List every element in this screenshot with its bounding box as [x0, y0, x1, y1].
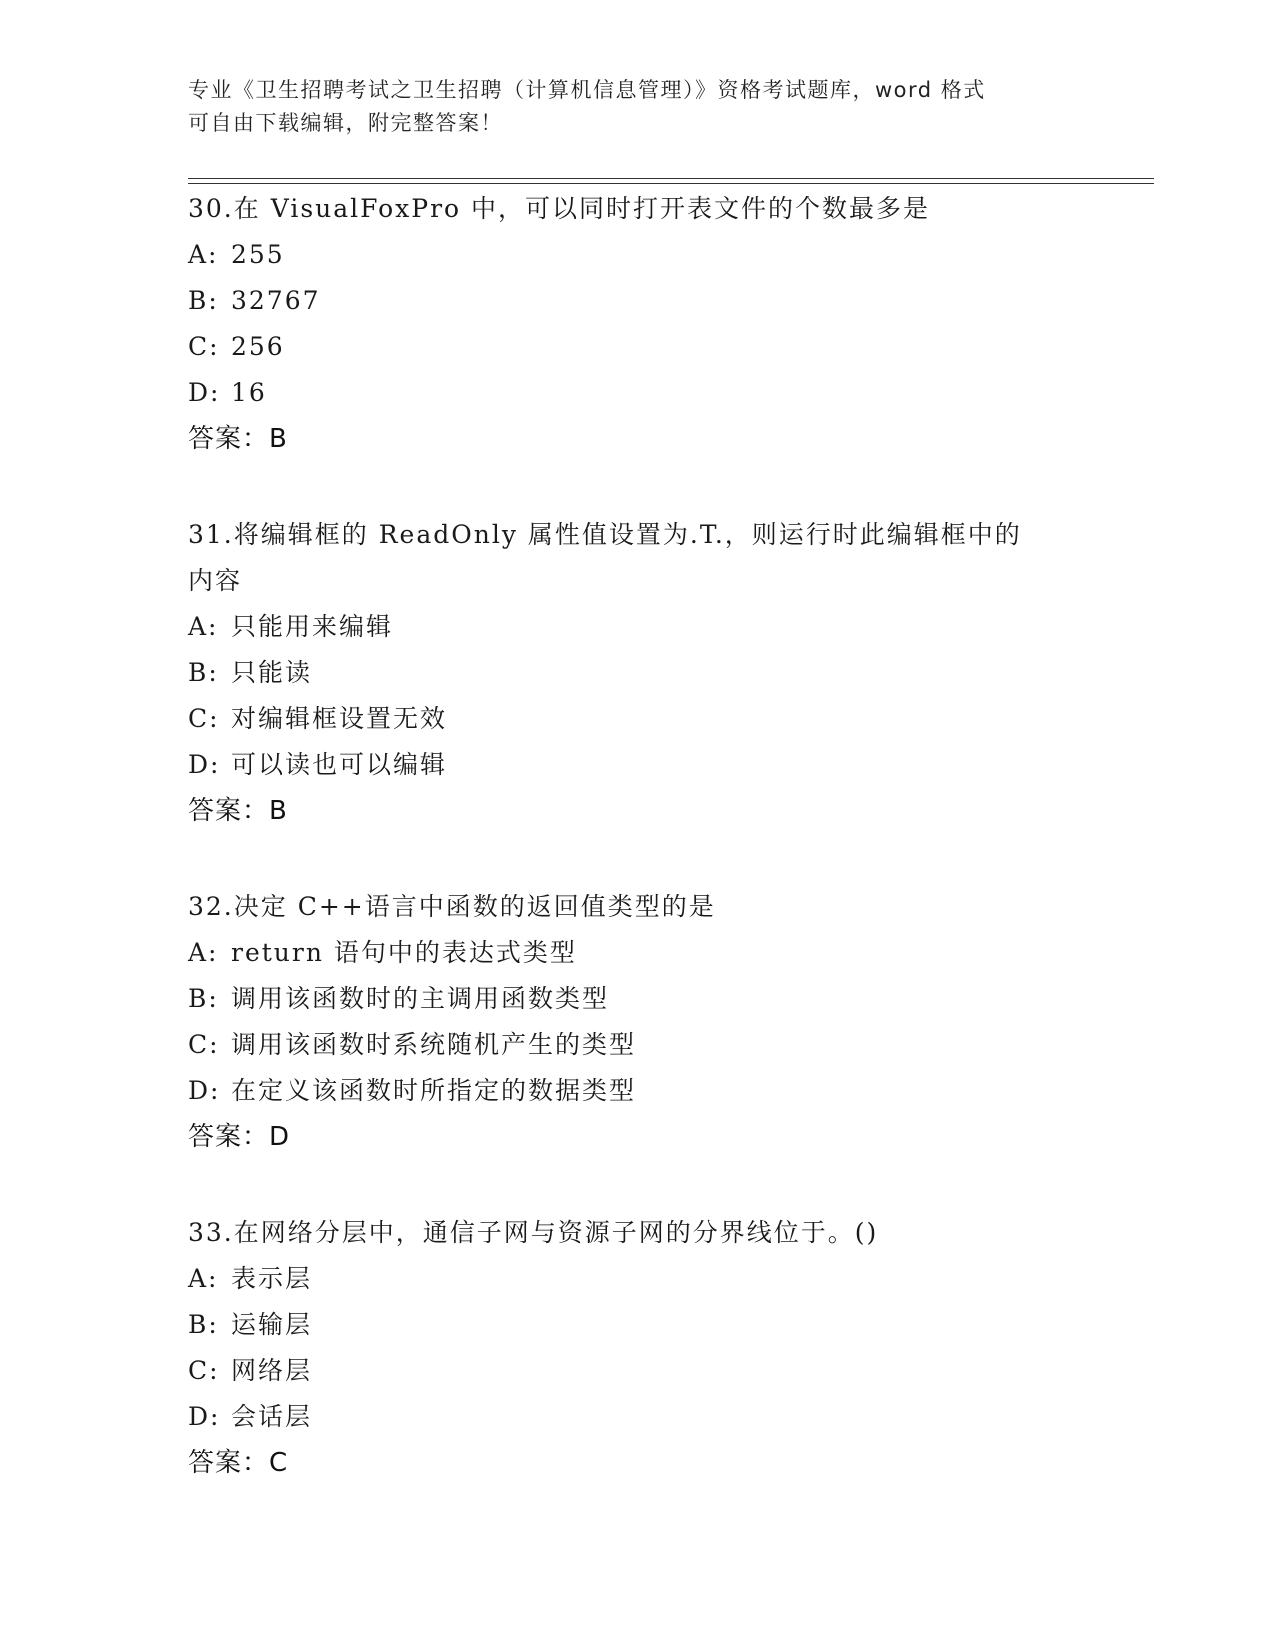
option-text: 只能用来编辑 [231, 612, 394, 641]
option-c [188, 324, 1088, 370]
answer-line: 答案：C [188, 1448, 289, 1478]
option-key: A: [188, 612, 219, 641]
option-key: A: [188, 938, 219, 967]
question-30 [188, 186, 1088, 462]
option-text: 255 [231, 240, 285, 269]
option-b [188, 976, 1088, 1022]
option-key: C: [188, 1356, 220, 1385]
option-c [188, 1022, 1088, 1068]
option-key: B: [188, 286, 219, 315]
option-b [188, 278, 1088, 324]
option-text: 会话层 [231, 1402, 313, 1431]
option-a [188, 604, 1088, 650]
option-key: B: [188, 984, 219, 1013]
option-text: 256 [231, 332, 285, 361]
option-key: C: [188, 332, 220, 361]
option-a [188, 1256, 1088, 1302]
question-stem: 33.在网络分层中，通信子网与资源子网的分界线位于。() [188, 1218, 879, 1247]
option-key: D: [188, 1076, 221, 1105]
option-text: 表示层 [231, 1264, 313, 1293]
option-a [188, 930, 1088, 976]
option-b [188, 650, 1088, 696]
option-text: 调用该函数时的主调用函数类型 [231, 984, 610, 1013]
option-text: 网络层 [231, 1356, 313, 1385]
question-31 [188, 512, 1088, 834]
option-c [188, 696, 1088, 742]
answer-line: 答案：B [188, 796, 288, 826]
question-stem: 32.决定 C++语言中函数的返回值类型的是 [188, 892, 716, 921]
question-stem: 30.在 VisualFoxPro 中，可以同时打开表文件的个数最多是 [188, 194, 931, 223]
option-text: 可以读也可以编辑 [231, 750, 448, 779]
option-key: D: [188, 1402, 221, 1431]
header-line-1: 专业《卫生招聘考试之卫生招聘（计算机信息管理）》资格考试题库，word 格式 [188, 78, 986, 102]
option-d [188, 1068, 1088, 1114]
option-d [188, 370, 1088, 416]
option-key: A: [188, 1264, 219, 1293]
option-d [188, 742, 1088, 788]
option-key: D: [188, 750, 221, 779]
option-key: B: [188, 658, 219, 687]
option-key: C: [188, 704, 220, 733]
option-key: C: [188, 1030, 220, 1059]
header-divider-bottom [188, 183, 1154, 184]
option-key: A: [188, 240, 219, 269]
option-text: return 语句中的表达式类型 [231, 938, 577, 967]
option-text: 16 [231, 378, 267, 407]
header-divider-top [188, 178, 1154, 179]
question-list [188, 186, 1088, 1536]
option-key: B: [188, 1310, 219, 1339]
answer-line: 答案：B [188, 424, 288, 454]
option-b [188, 1302, 1088, 1348]
question-33 [188, 1210, 1088, 1486]
option-c [188, 1348, 1088, 1394]
option-text: 32767 [231, 286, 321, 315]
option-text: 运输层 [231, 1310, 313, 1339]
answer-line: 答案：D [188, 1122, 291, 1152]
option-text: 调用该函数时系统随机产生的类型 [231, 1030, 637, 1059]
option-text: 只能读 [231, 658, 313, 687]
question-32 [188, 884, 1088, 1160]
option-a [188, 232, 1088, 278]
option-text: 对编辑框设置无效 [231, 704, 448, 733]
option-text: 在定义该函数时所指定的数据类型 [231, 1076, 637, 1105]
option-key: D: [188, 378, 221, 407]
question-stem: 31.将编辑框的 ReadOnly 属性值设置为.T.，则运行时此编辑框中的内容 [188, 520, 1022, 595]
option-d [188, 1394, 1088, 1440]
document-header [188, 74, 1088, 140]
header-line-2: 可自由下载编辑，附完整答案！ [188, 111, 503, 135]
